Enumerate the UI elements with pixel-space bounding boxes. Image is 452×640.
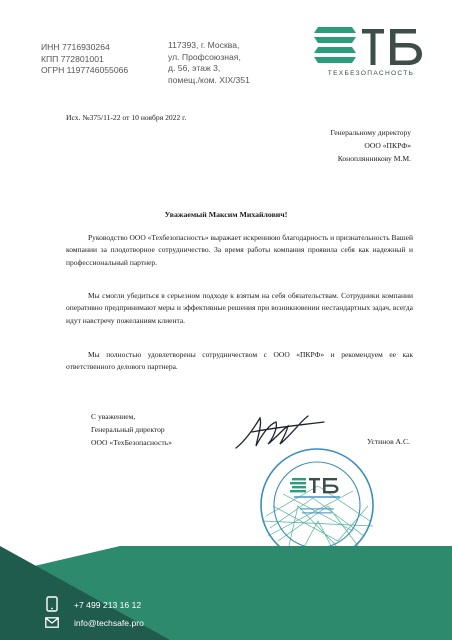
- closing-position: Генеральный директор: [91, 425, 165, 434]
- paragraph-3: Мы полностью удовлетворены сотрудничеством с ООО «ПКРФ» и рекомендуем ее как ответственного делового партнера.: [66, 350, 413, 372]
- paragraph-2: Мы смогли убедиться в серьезном подходе к взятым на себя обязательствам. Сотрудники компании оперативно предпринимают меры и эффективные решения при возникновении нестандартных задач, всегда идут навстречу пожеланиям клиента.: [66, 291, 413, 325]
- address-line-2: ул. Профсоюзная,: [168, 51, 241, 62]
- inn: ИНН 7716930264: [41, 42, 110, 52]
- address-line-4: помещ./ком. XIX/351: [168, 74, 250, 85]
- greeting: Уважаемый Максим Михайлович!: [164, 210, 288, 219]
- company-requisites: [41, 42, 128, 77]
- footer-band: [0, 546, 452, 640]
- closing-block: [91, 410, 172, 449]
- addressee-name: Коноплянникову М.М.: [337, 154, 411, 163]
- outgoing-reference: Исх. №375/11-22 от 10 ноября 2022 г.: [66, 113, 187, 122]
- footer-email[interactable]: info@techsafe.pro: [74, 618, 144, 628]
- footer-phone[interactable]: +7 499 213 16 12: [74, 600, 142, 610]
- mail-icon: [45, 617, 59, 628]
- address-line-3: д. 56, этаж 3,: [168, 63, 221, 74]
- closing-company: ООО «ТехБезопасность»: [91, 438, 172, 447]
- closing-regards: С уважением,: [91, 412, 136, 421]
- signature-icon: [232, 410, 344, 456]
- company-logo-name: ТЕХБЕЗОПАСНОСТЬ: [327, 70, 415, 77]
- ogrn: ОГРН 1197746055066: [41, 65, 129, 76]
- phone-icon: [46, 596, 58, 612]
- address-line-1: 117393, г. Москва,: [168, 40, 240, 50]
- paragraph-1: Руководство ООО «Техбезопасность» выражает искреннюю благодарность и признательность Вашей компании за плодотворное сотрудничество. За время работы компания проявила себя как надежный и профессиональный партнер.: [66, 233, 413, 267]
- addressee-company: ООО «ПКРФ»: [364, 141, 411, 150]
- addressee-position: Генеральному директору: [330, 128, 411, 137]
- company-address: [168, 40, 250, 86]
- signer-name: Устинов А.С.: [367, 437, 410, 446]
- addressee-block: [330, 126, 411, 165]
- kpp: КПП 772801001: [41, 53, 104, 64]
